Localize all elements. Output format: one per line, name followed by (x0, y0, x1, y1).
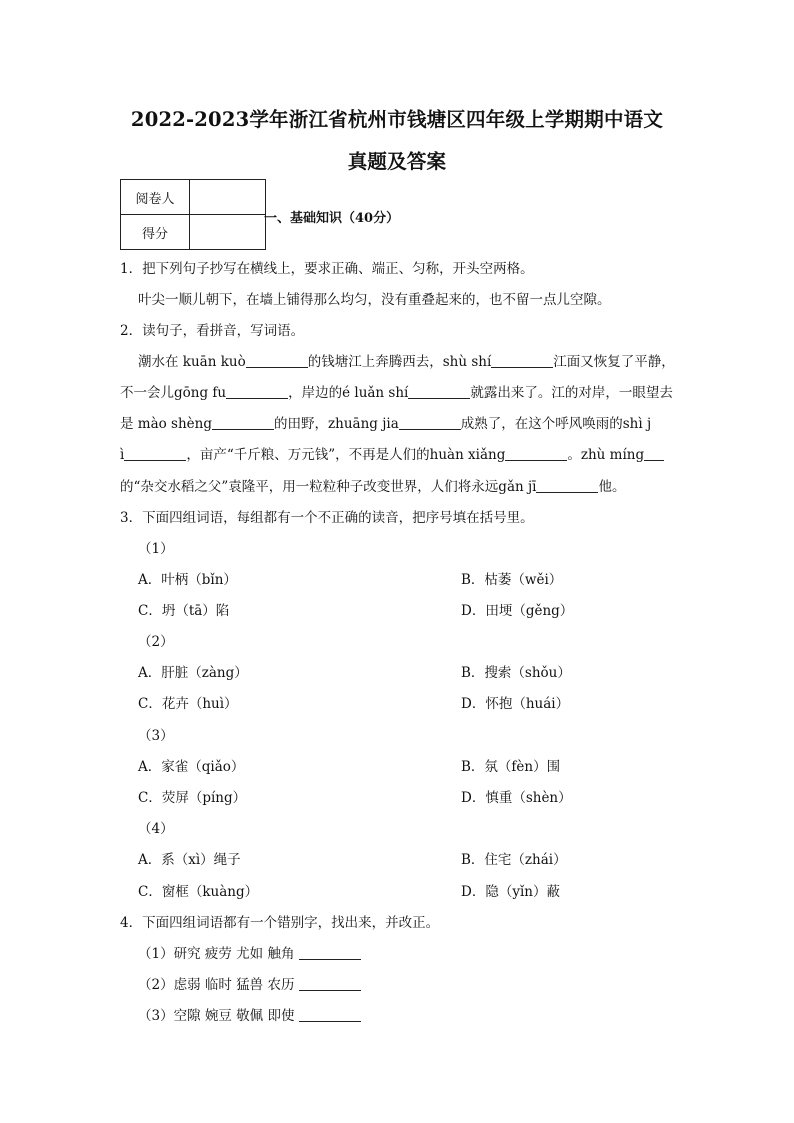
answer-blank[interactable] (246, 353, 308, 368)
answer-blank[interactable] (536, 478, 598, 493)
text-segment: 是 mào shèng (120, 416, 213, 432)
answer-blank[interactable] (505, 446, 567, 461)
answer-blank[interactable] (299, 976, 361, 991)
option-c[interactable]: C．花卉（huì） (138, 696, 238, 712)
group-label: （3） (138, 728, 174, 744)
word-group: （1）研究 疲劳 尤如 触角 (138, 946, 295, 962)
text-segment: 他。 (598, 479, 626, 495)
score-cell[interactable] (190, 215, 266, 250)
option-d[interactable]: D．慎重（shèn） (461, 790, 572, 806)
text-segment: 江面又恢复了平静， (553, 354, 675, 370)
answer-blank[interactable] (212, 415, 274, 430)
answer-blank[interactable] (408, 384, 470, 399)
text-segment: 。zhù míng (567, 447, 645, 463)
answer-blank[interactable] (124, 446, 186, 461)
answer-blank[interactable] (299, 945, 361, 960)
option-b[interactable]: B．搜索（shǒu） (461, 665, 571, 681)
group-label: （1） (138, 541, 174, 557)
page-title-continued: 真题及答案 (347, 150, 447, 173)
grader-cell[interactable] (190, 180, 266, 215)
text-segment: ，亩产“千斤粮、万元钱”，不再是人们的huàn xiǎng (186, 447, 506, 463)
score-label: 得分 (121, 215, 190, 250)
option-d[interactable]: D．怀抱（huái） (461, 696, 570, 712)
option-b[interactable]: B．枯萎（wěi） (461, 572, 563, 588)
answer-blank[interactable] (299, 1007, 361, 1022)
option-a[interactable]: A．家雀（qiǎo） (138, 759, 245, 775)
option-c[interactable]: C．坍（tā）陷 (138, 603, 230, 619)
answer-blank[interactable] (399, 415, 461, 430)
question-2-prompt: 2．读句子，看拼音，写词语。 (120, 323, 305, 339)
option-d[interactable]: D．隐（yǐn）蔽 (461, 884, 560, 900)
word-group: （3）空隙 婉豆 敬佩 即使 (138, 1008, 295, 1024)
option-b[interactable]: B．住宅（zhái） (461, 852, 567, 868)
question-2-line-2 (120, 383, 673, 403)
question-2-line-3 (120, 414, 651, 434)
grader-label: 阅卷人 (121, 180, 190, 215)
question-3-prompt: 3．下面四组词语，每组都有一个不正确的读音，把序号填在括号里。 (120, 510, 534, 526)
question-2-line-1 (138, 352, 675, 372)
text-segment: 成熟了，在这个呼风唤雨的shì j (460, 416, 652, 432)
option-c[interactable]: C．荧屏（píng） (138, 790, 247, 806)
text-segment: 的钱塘江上奔腾西去，shù shí (307, 354, 492, 370)
option-c[interactable]: C．窗框（kuàng） (138, 884, 259, 900)
text-segment: 的“杂交水稻之父”袁隆平，用一粒粒种子改变世界，人们将永远gǎn jī (120, 479, 537, 495)
text-segment: ì (120, 447, 125, 463)
answer-blank[interactable] (226, 384, 288, 399)
text-segment: ，岸边的é luǎn shí (288, 385, 409, 401)
score-table (120, 179, 266, 250)
group-label: （4） (138, 821, 174, 837)
text-segment: 的田野，zhuāng jia (274, 416, 399, 432)
word-group: （2）虑弱 临时 猛兽 农历 (138, 977, 295, 993)
text-segment: 不一会儿gōng fu (120, 385, 227, 401)
question-4-prompt: 4．下面四组词语都有一个错别字，找出来，并改正。 (120, 915, 440, 931)
question-1-text: 叶尖一顺儿朝下，在墙上铺得那么均匀，没有重叠起来的，也不留一点儿空隙。 (138, 292, 611, 308)
option-d[interactable]: D．田埂（gěng） (461, 603, 574, 619)
question-1-prompt: 1．把下列句子抄写在横线上，要求正确、端正、匀称，开头空两格。 (120, 261, 534, 277)
list-item (138, 975, 361, 995)
list-item (138, 944, 361, 964)
page-title: 2022-2023学年浙江省杭州市钱塘区四年级上学期期中语文 (130, 108, 664, 131)
text-segment: 潮水在 kuān kuò (138, 354, 246, 370)
section-heading: 一、基础知识（40分） (264, 211, 400, 226)
group-label: （2） (138, 634, 174, 650)
list-item (138, 1006, 361, 1026)
text-segment: 就露出来了。江的对岸，一眼望去 (470, 385, 673, 401)
option-b[interactable]: B．氛（fèn）围 (461, 759, 561, 775)
option-a[interactable]: A．系（xì）绳子 (138, 852, 241, 868)
option-a[interactable]: A．叶柄（bǐn） (138, 572, 237, 588)
answer-blank[interactable] (644, 446, 664, 461)
question-2-line-4 (120, 445, 664, 465)
option-a[interactable]: A．肝脏（zàng） (138, 665, 248, 681)
answer-blank[interactable] (491, 353, 553, 368)
question-2-line-5 (120, 477, 625, 497)
